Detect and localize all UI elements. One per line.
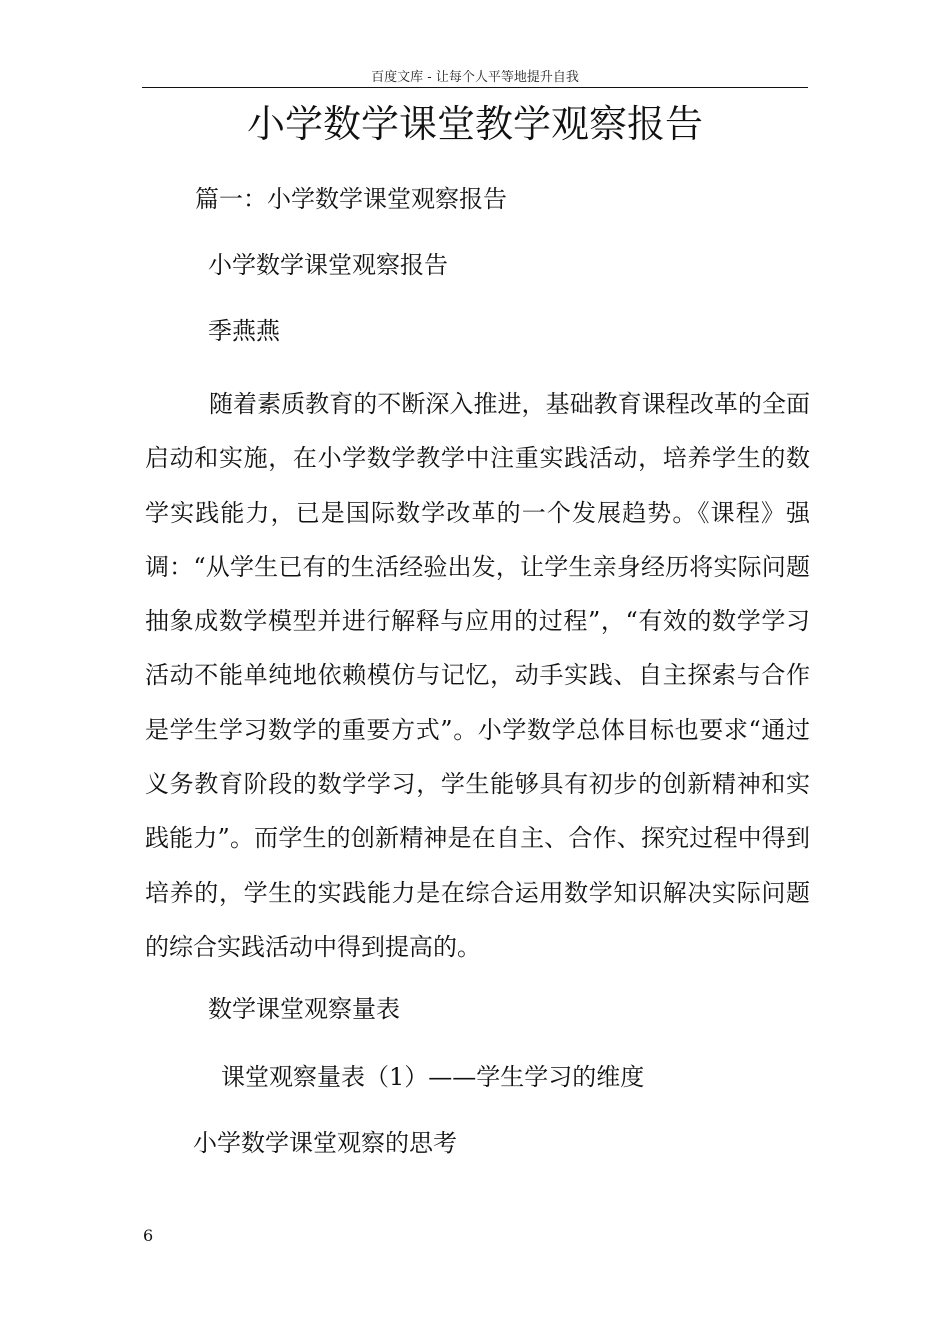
header-divider: [142, 87, 808, 88]
author-name: 季燕燕: [208, 317, 280, 345]
section-heading: 篇一：小学数学课堂观察报告: [195, 185, 507, 213]
scale-heading: 数学课堂观察量表: [208, 995, 400, 1023]
scale-item: 课堂观察量表（1）——学生学习的维度: [221, 1063, 645, 1091]
page-number: 6: [143, 1226, 154, 1245]
body-paragraph: 随着素质教育的不断深入推进，基础教育课程改革的全面启动和实施，在小学数学教学中注重实践活动，培养学生的数学实践能力，已是国际数学改革的一个发展趋势。《课程》强调：“从学生已有的生活经验出发，让学生亲身经历将实际问题抽象成数学模型并进行解释与应用的过程”，“有效的数学学习活动不能单纯地依赖模仿与记忆，动手实践、自主探索与合作是学生学习数学的重要方式”。小学数学总体目标也要求“通过义务教育阶段的数学学习，学生能够具有初步的创新精神和实践能力”。而学生的创新精神是在自主、合作、探究过程中得到培养的，学生的实践能力是在综合运用数学知识解决实际问题的综合实践活动中得到提高的。: [145, 390, 810, 961]
reflection-heading: 小学数学课堂观察的思考: [193, 1129, 457, 1157]
page-header: 百度文库 - 让每个人平等地提升自我: [371, 70, 579, 85]
subtitle: 小学数学课堂观察报告: [208, 251, 448, 279]
document-title: 小学数学课堂教学观察报告: [246, 102, 703, 146]
